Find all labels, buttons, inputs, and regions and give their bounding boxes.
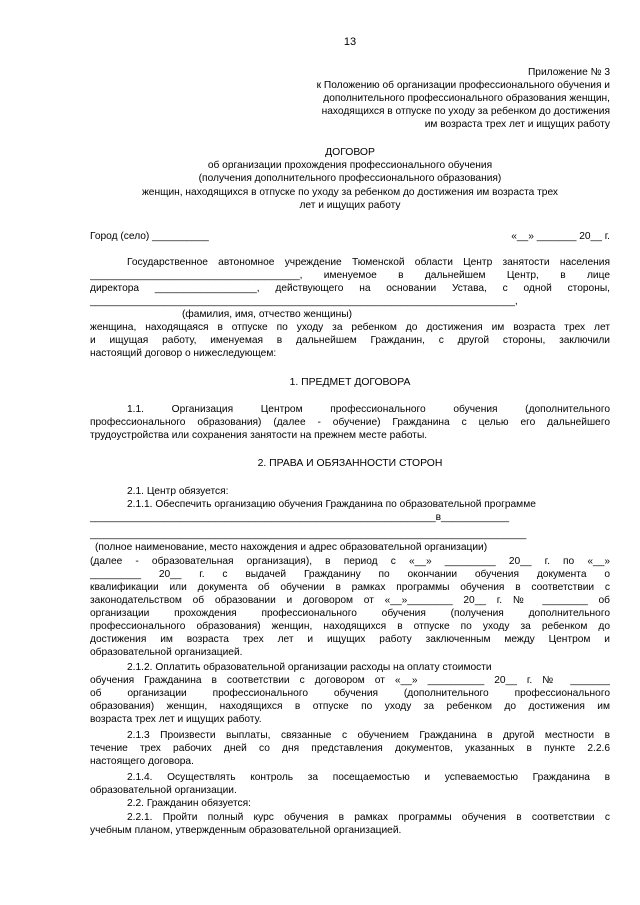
intro-line: настоящий договор о нижеследующем:: [90, 348, 277, 359]
intro-line: женщина, находящаяся в отпуске по уходу за ребенком до достижения им возраста трех лет: [90, 322, 610, 333]
intro-line: Государственное автономное учреждение Тюменской области Центр занятости населения: [127, 257, 610, 268]
section2-line: _____________________________________________________________в____________: [90, 512, 510, 523]
section2-line: образовательной организации.: [90, 785, 237, 796]
section2-line: возраста трех лет и ищущих работу.: [90, 714, 262, 725]
section2-line: _________ 20__ г. с выдачей Гражданину по окончании обучения документа о: [90, 569, 610, 580]
section2-line: образовательной организацией.: [90, 647, 243, 658]
intro-line: директора __________________, действующего на основании Устава, с одной стороны,: [90, 283, 610, 294]
intro-line: и ищущая работу, именуемая в дальнейшем Гражданин, с другой стороны, заключили: [90, 335, 610, 346]
field-caption: (фамилия, имя, отчество женщины): [182, 309, 352, 320]
intro-line: _____________________________________, именуемое в дальнейшем Центр, в лице: [90, 270, 610, 281]
document-subtitle: женщин, находящихся в отпуске по уходу за ребенком до достижения им возраста трех: [141, 187, 559, 198]
appendix-line: находящихся в отпуске по уходу за ребенком до достижения: [321, 106, 610, 117]
section2-line: 2.2. Гражданин обязуется:: [127, 798, 251, 809]
section1-line: 1.1. Организация Центром профессионального обучения (дополнительного: [127, 404, 610, 415]
section2-line: об организации профессионального обучения (дополнительного профессионального: [90, 688, 610, 699]
section2-line: законодательством об образовании и договором от «__»________ 20__ г. № ________ об: [90, 595, 610, 606]
document-subtitle: (получения дополнительного профессионального образования): [198, 173, 502, 184]
date-field: «__» _______ 20__ г.: [511, 231, 610, 242]
document-title: ДОГОВОР: [325, 147, 375, 158]
section2-line: _____________________________________________________________________________: [90, 529, 527, 540]
section2-line: квалификации или документа об обучении в рамках программы обучения в соответствии с: [90, 582, 610, 593]
appendix-line: дополнительного профессионального образования женщин,: [323, 93, 610, 104]
section-heading: 1. ПРЕДМЕТ ДОГОВОРА: [289, 377, 411, 388]
section2-line: настоящего договора.: [90, 756, 194, 767]
section2-line: 2.1.2. Оплатить образовательной организации расходы на оплату стоимости: [127, 662, 492, 673]
section2-line: 2.2.1. Пройти полный курс обучения в рамках программы обучения в соответствии с: [127, 812, 610, 823]
section2-line: образования) женщин, находящихся в отпуске по уходу за ребенком до достижения им: [90, 701, 610, 712]
page-number: 13: [343, 36, 357, 48]
section2-line: обучения Гражданина в соответствии с договором от «__» __________ 20__ г. № _______: [90, 675, 610, 686]
section2-line: течение трех рабочих дней со дня представления документов, указанных в пункте 2.2.6: [90, 743, 610, 754]
section2-line: (далее - образовательная организация), в период с «__» _________ 20__ г. по «__»: [90, 556, 610, 567]
document-subtitle: лет и ищущих работу: [299, 200, 401, 211]
intro-line: ___________________________________________________________________________,: [90, 296, 518, 307]
section1-line: трудоустройства или сохранения занятости на прежнем месте работы.: [90, 430, 428, 441]
section2-line: 2.1.1. Обеспечить организацию обучения Гражданина по образовательной программе: [127, 499, 536, 510]
city-field: Город (село) __________: [90, 231, 209, 242]
field-caption: (полное наименование, место нахождения и адрес образовательной организации): [95, 542, 488, 553]
section2-line: 2.1. Центр обязуется:: [127, 486, 229, 497]
appendix-line: к Положению об организации профессионального обучения и: [316, 80, 610, 91]
section2-line: 2.1.4. Осуществлять контроль за посещаемостью и успеваемостью Гражданина в: [127, 772, 610, 783]
document-subtitle: об организации прохождения профессионального обучения: [207, 160, 493, 171]
section-heading: 2. ПРАВА И ОБЯЗАННОСТИ СТОРОН: [257, 458, 443, 469]
appendix-line: Приложение № 3: [527, 67, 610, 78]
section2-line: профессионального образования) женщин, находящихся в отпуске по уходу за ребенком до: [90, 621, 610, 632]
section2-line: организации прохождения профессионального обучения (получения дополнительного: [90, 608, 610, 619]
appendix-line: им возраста трех лет и ищущих работу: [424, 119, 610, 130]
section2-line: 2.1.3 Произвести выплаты, связанные с обучением Гражданина в другой местности в: [127, 730, 610, 741]
section1-line: профессионального образования) (далее - обучение) Гражданина с целью его дальнейшего: [90, 417, 610, 428]
section2-line: учебным планом, утвержденным образовательной организацией.: [90, 825, 402, 836]
section2-line: достижения им возраста трех лет и ищущих работу заключенным между Центром и: [90, 634, 610, 645]
